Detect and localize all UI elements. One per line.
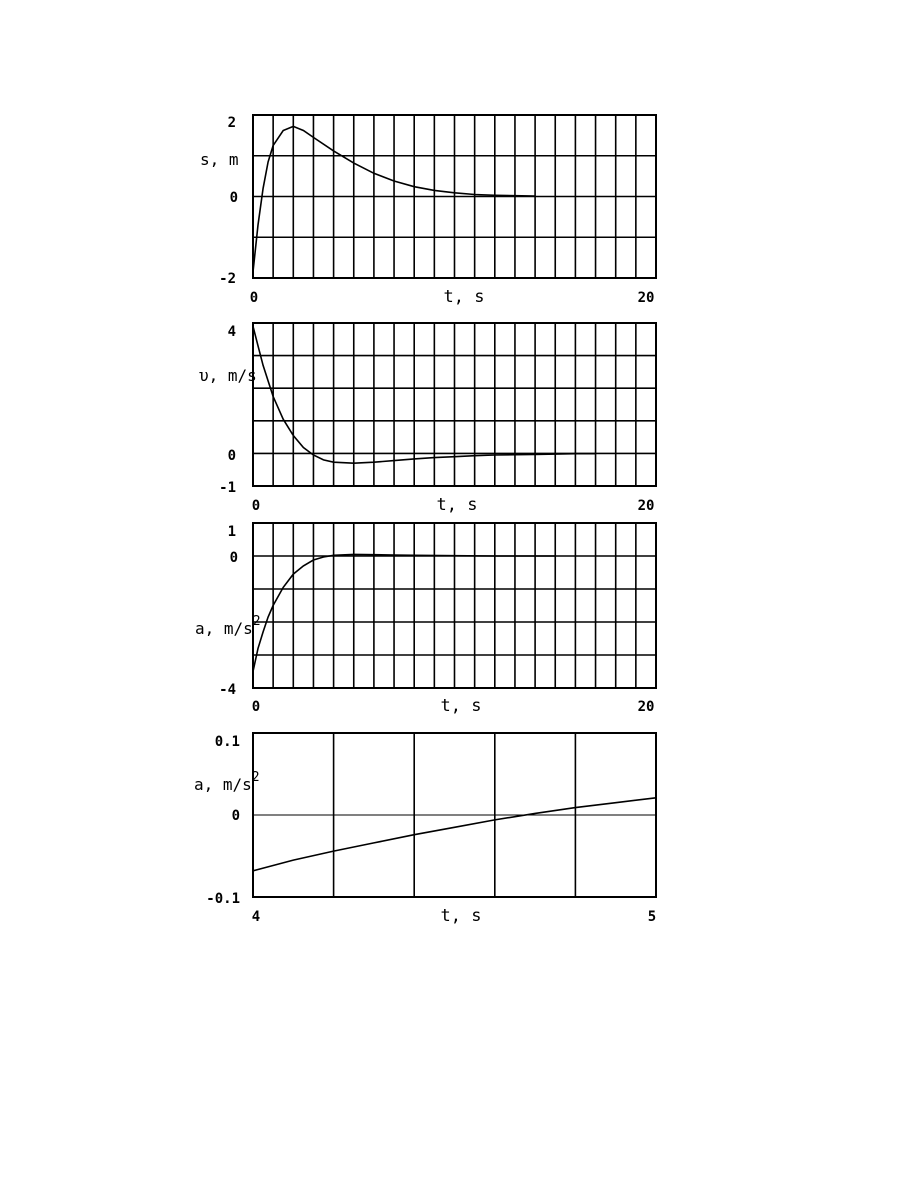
x-axis-label: t, s: [443, 287, 485, 307]
y-axis-label-text: a, m/s: [194, 775, 252, 794]
panel-velocity: [199, 323, 656, 515]
panel-displacement: [200, 115, 656, 307]
y-axis-label: υ, m/s: [199, 366, 257, 385]
y-tick-top: 4: [227, 324, 236, 340]
x-axis-label: t, s: [436, 495, 478, 515]
x-tick-left: 4: [251, 909, 261, 925]
x-axis-label: t, s: [440, 696, 482, 716]
y-tick-bottom: -0.1: [206, 891, 240, 907]
y-tick-top: 0.1: [214, 734, 240, 750]
panel-acceleration: [195, 523, 656, 716]
y-axis-label-exponent: 2: [252, 614, 261, 629]
y-tick-bottom: -2: [219, 271, 236, 287]
panel-acceleration-zoom: [194, 733, 656, 926]
x-axis-label: t, s: [440, 906, 482, 926]
x-tick-right: 20: [637, 290, 655, 306]
x-tick-left: 0: [249, 290, 259, 306]
y-axis-label-exponent: 2: [251, 770, 260, 785]
y-tick-top: 2: [227, 115, 236, 131]
x-tick-left: 0: [251, 498, 261, 514]
x-tick-left: 0: [251, 699, 261, 715]
y-axis-label: [195, 614, 261, 638]
y-axis-label: [194, 770, 260, 794]
y-tick-zero: 0: [227, 448, 236, 464]
x-tick-right: 20: [637, 699, 655, 715]
velocity-curve: [253, 326, 596, 463]
y-tick-bottom: -4: [219, 682, 236, 698]
y-axis-label: s, m: [200, 150, 239, 169]
y-tick-bottom: -1: [219, 480, 236, 496]
y-tick-zero: 0: [229, 190, 238, 206]
y-tick-zero: 0: [231, 808, 240, 824]
x-tick-right: 20: [637, 498, 655, 514]
y-tick-zero: 0: [229, 550, 238, 566]
acceleration-curve: [253, 554, 555, 671]
y-tick-top: 1: [227, 524, 236, 540]
y-axis-label-text: a, m/s: [195, 619, 253, 638]
acceleration-zoom-curve: [253, 798, 656, 871]
x-tick-right: 5: [647, 909, 657, 925]
